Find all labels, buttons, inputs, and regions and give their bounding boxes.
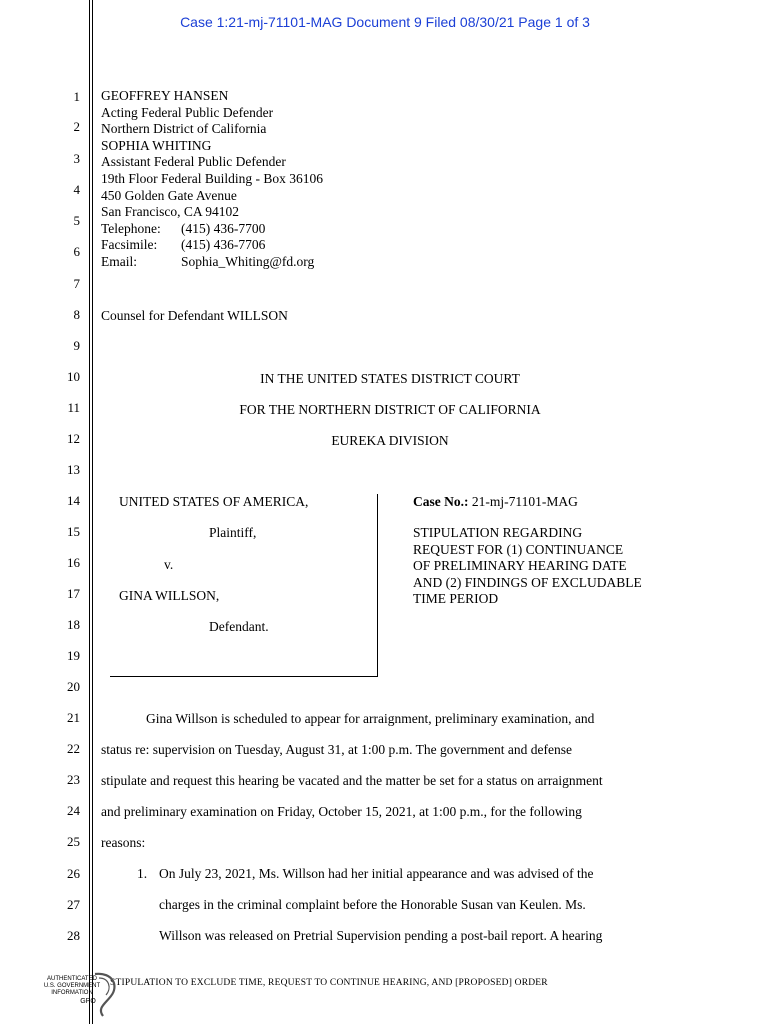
line-number: 4 [73, 182, 80, 197]
margin-line-left-inner [92, 0, 93, 1024]
margin-line-left-outer [89, 0, 90, 1024]
document-title-line: REQUEST FOR (1) CONTINUANCE [413, 541, 624, 557]
document-header: Case 1:21-mj-71101-MAG Document 9 Filed 08/30/21 Page 1 of 3 [180, 14, 590, 30]
case-number-value: 21-mj-71101-MAG [471, 494, 578, 509]
plaintiff-name: UNITED STATES OF AMERICA, [119, 494, 309, 509]
telephone-value: (415) 436-7700 [181, 220, 266, 236]
facsimile-label: Facsimile: [101, 237, 158, 253]
court-name: IN THE UNITED STATES DISTRICT COURT [260, 371, 520, 386]
seal-line: AUTHENTICATED [47, 976, 97, 982]
line-number: 1 [73, 89, 80, 104]
attorney-name: GEOFFREY HANSEN [101, 88, 229, 103]
line-number: 13 [67, 462, 80, 477]
defendant-label: Defendant. [209, 619, 269, 634]
attorney-block [101, 88, 323, 271]
list-item-number: 1. [137, 866, 148, 881]
seal-line: U.S. GOVERNMENT [43, 983, 101, 989]
telephone-label: Telephone: [101, 220, 161, 236]
line-number: 17 [67, 586, 80, 601]
line-number: 12 [67, 431, 80, 446]
list-item-line: charges in the criminal complaint before the Honorable Susan van Keulen. Ms. [159, 897, 586, 912]
line-number: 6 [73, 244, 80, 259]
body-line: and preliminary examination on Friday, October 15, 2021, at 1:00 p.m., for the following [101, 804, 582, 819]
seal-line: GPO [80, 998, 96, 1005]
document-title-line: OF PRELIMINARY HEARING DATE [413, 558, 627, 574]
line-number: 5 [73, 213, 80, 228]
court-district: FOR THE NORTHERN DISTRICT OF CALIFORNIA [239, 402, 541, 417]
document-title-line: STIPULATION REGARDING [413, 525, 583, 540]
email-value: Sophia_Whiting@fd.org [181, 253, 315, 269]
email-row [101, 254, 323, 271]
line-number: 8 [73, 307, 80, 322]
list-item-line: Willson was released on Pretrial Supervision pending a post-bail report. A hearing [159, 928, 603, 943]
telephone-row [101, 221, 323, 238]
line-number: 18 [67, 617, 80, 632]
email-label: Email: [101, 253, 137, 269]
counsel-line: Counsel for Defendant WILLSON [101, 308, 288, 323]
line-number: 22 [67, 741, 80, 756]
line-number: 21 [67, 710, 80, 725]
line-number: 15 [67, 524, 80, 539]
attorney-title-2: Assistant Federal Public Defender [101, 154, 286, 170]
line-number: 2 [73, 119, 80, 134]
document-title-line: TIME PERIOD [413, 591, 499, 607]
caption-divider-horizontal [110, 676, 378, 677]
line-number: 16 [67, 555, 80, 570]
gpo-authentication-seal [40, 968, 125, 1018]
line-number: 24 [67, 803, 80, 818]
line-number: 20 [67, 679, 80, 694]
body-line: status re: supervision on Tuesday, August 31, at 1:00 p.m. The government and defense [101, 742, 572, 757]
attorney-title: Acting Federal Public Defender [101, 104, 274, 120]
line-number: 23 [67, 772, 80, 787]
seal-line: INFORMATION [51, 990, 93, 996]
caption-divider-vertical [377, 494, 378, 676]
body-line: Gina Willson is scheduled to appear for arraignment, preliminary examination, and [146, 711, 595, 726]
facsimile-row [101, 237, 323, 254]
body-line: stipulate and request this hearing be vacated and the matter be set for a status on arraignment [101, 773, 603, 788]
address-line-2: 450 Golden Gate Avenue [101, 187, 237, 203]
address-line-3: San Francisco, CA 94102 [101, 204, 239, 220]
address-line-1: 19th Floor Federal Building - Box 36106 [101, 170, 323, 186]
case-number-label: Case No.: [413, 494, 469, 509]
line-number: 11 [67, 400, 80, 415]
document-title [413, 525, 642, 608]
versus: v. [164, 557, 174, 572]
court-division: EUREKA DIVISION [331, 433, 449, 448]
line-number: 26 [67, 866, 80, 881]
eagle-seal-icon [85, 968, 125, 1018]
document-title-line: AND (2) FINDINGS OF EXCLUDABLE [413, 574, 642, 590]
footer-text: STIPULATION TO EXCLUDE TIME, REQUEST TO CONTINUE HEARING, AND [PROPOSED] ORDER [110, 978, 548, 988]
case-number [413, 494, 578, 511]
line-number: 27 [67, 897, 80, 912]
line-number: 19 [67, 648, 80, 663]
plaintiff-label: Plaintiff, [209, 525, 257, 540]
body-line: reasons: [101, 835, 146, 850]
line-number: 10 [67, 369, 80, 384]
line-number: 7 [73, 276, 80, 291]
defendant-name: GINA WILLSON, [119, 588, 220, 603]
line-number: 25 [67, 834, 80, 849]
line-number: 9 [73, 338, 80, 353]
line-number: 14 [67, 493, 80, 508]
facsimile-value: (415) 436-7706 [181, 237, 266, 253]
attorney-district: Northern District of California [101, 121, 267, 137]
list-item-line: On July 23, 2021, Ms. Willson had her initial appearance and was advised of the [159, 866, 594, 881]
line-number: 3 [73, 151, 80, 166]
attorney-name-2: SOPHIA WHITING [101, 137, 212, 153]
line-number: 28 [67, 928, 80, 943]
